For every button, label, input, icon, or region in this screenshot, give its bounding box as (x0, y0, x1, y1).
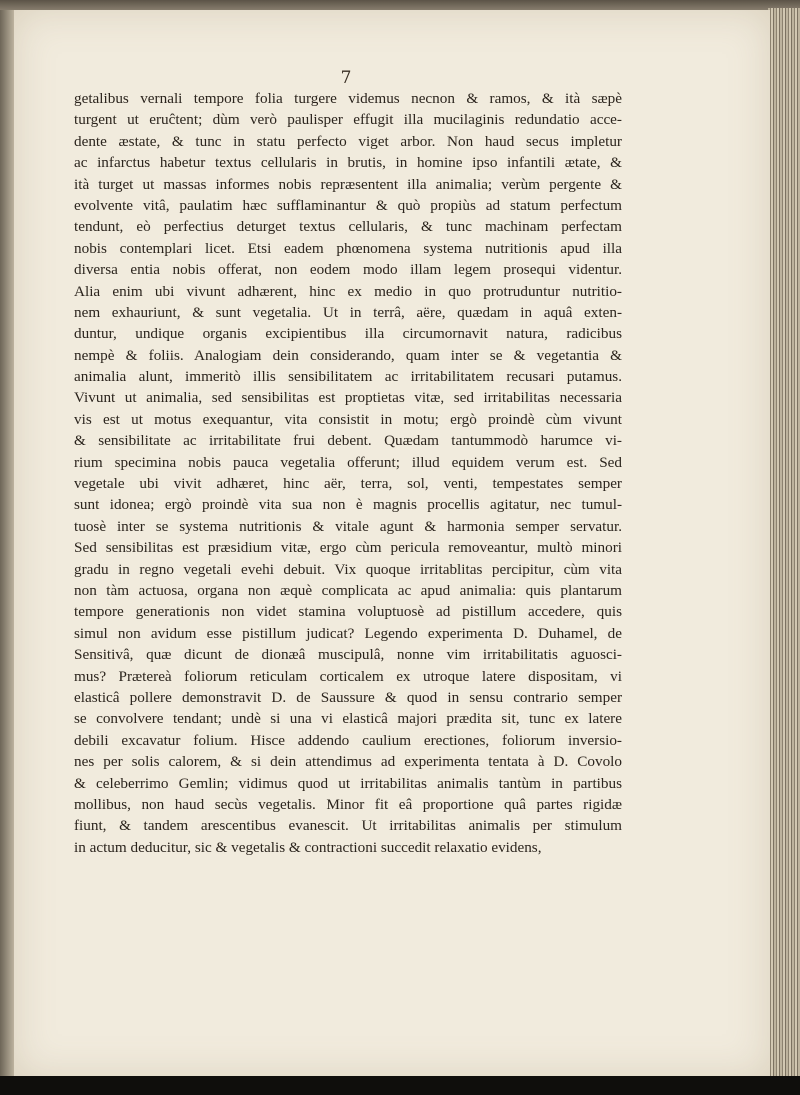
page-edges (768, 8, 800, 1080)
text-line: fiunt, & tandem arescentibus evanescit. Ut irritabilitas animalis per stimulum (74, 817, 622, 835)
text-line: simul non avidum esse pistillum judicat? Legendo experimenta D. Duhamel, de (74, 624, 622, 642)
text-line: evolvente vitâ, paulatim hæc sufflaminantur & quò propiùs ad statum perfectum (74, 196, 622, 214)
text-line: tempore generationis non videt stamina voluptuosè ad pistillum accedere, quis (74, 603, 622, 621)
page-number: 7 (340, 68, 352, 88)
text-line: Sed sensibilitas est præsidium vitæ, ergo cùm pericula removeantur, multò minori (74, 539, 622, 557)
body-text (74, 88, 622, 858)
text-line: & sensibilitate ac irritabilitate frui debent. Quædam tantummodò harumce vi- (74, 432, 622, 450)
scan-bottom-edge (0, 1076, 800, 1095)
text-line: mollibus, non haud secùs vegetalis. Minor fit eâ proportione quâ partes rigidæ (74, 795, 622, 813)
text-line: & celeberrimo Gemlin; vidimus quod ut irritabilitas animalis tantùm in partibus (74, 774, 622, 792)
text-line: ac infarctus habetur textus cellularis in brutis, in homine ipso infantili ætate, & (74, 154, 622, 172)
text-line: turgent ut eruĉtent; dùm verò paulisper effugit illa mucilaginis redundatio acce- (74, 111, 622, 129)
text-line: vegetale ubi vivit adhæret, hinc aër, terra, sol, venti, tempestates semper (74, 475, 622, 493)
text-line: nes per solis calorem, & si dein attendimus ad experimenta tentata à D. Covolo (74, 753, 622, 771)
text-line: gradu in regno vegetali evehi debuit. Vix quoque irritablitas percipitur, cùm vita (74, 560, 622, 578)
text-line: diversa entia nobis offerat, non eodem modo illam legem prosequi videntur. (74, 261, 622, 279)
text-line: tendunt, eò perfectius deturget textus cellularis, & tunc machinam perfectam (74, 218, 622, 236)
text-line: sunt idonea; ergò proindè vita sua non è magnis procellis agitatur, nec tumul- (74, 496, 622, 514)
text-line: animalia alunt, immeritò illis sensibilitatem ac irritabilitatem recusari putamus. (74, 368, 622, 386)
text-line: Alia enim ubi vivunt adhærent, hinc ex medio in quo protruduntur nutritio- (74, 282, 622, 300)
text-line: nempè & foliis. Analogiam dein considerando, quam inter se & vegetantia & (74, 346, 622, 364)
text-line: debili excavatur folium. Hisce addendo caulium erectiones, foliorum inversio- (74, 731, 622, 749)
text-line: rium specimina nobis pauca vegetalia offerunt; illud equidem verum est. Sed (74, 453, 622, 471)
text-line: ità turget ut massas informes nobis repræsentent illa animalia; verùm pergente & (74, 175, 622, 193)
text-line: getalibus vernali tempore folia turgere videmus necnon & ramos, & ità sæpè (74, 90, 622, 107)
text-line: in actum deducitur, sic & vegetalis & contractioni succedit relaxatio evidens, (74, 838, 542, 856)
text-line: nobis contemplari licet. Etsi eadem phœnomena systema nutritionis apud illa (74, 239, 622, 257)
text-line: se convolvere tendant; undè si una vi elasticâ majori prædita sit, tunc ex latere (74, 710, 622, 728)
text-line: nem exhauriunt, & sunt vegetalia. Ut in terrâ, aëre, quædam in aquâ exten- (74, 303, 622, 321)
text-line: non tàm actuosa, organa non æquè complicata ac apud animalia: quis plantarum (74, 581, 622, 599)
text-line: elasticâ pollere demonstravit D. de Saussure & quod in sensu contrario semper (74, 688, 622, 706)
text-line: duntur, undique organis excipientibus illa circumornavit natura, radicibus (74, 325, 622, 343)
text-line: tuosè inter se systema nutritionis & vitale agunt & harmonia semper servatur. (74, 517, 622, 535)
text-line: vis est ut motus exequantur, vita consistit in motu; ergò proindè cùm vivunt (74, 410, 622, 428)
text-line: dente æstate, & tunc in statu perfecto viget arbor. Non haud secus impletur (74, 132, 622, 150)
text-line: Vivunt ut animalia, sed sensibilitas est proptietas vitæ, sed irritabilitas necessaria (74, 389, 622, 407)
text-line: Sensitivâ, quæ dicunt de dionæâ muscipulâ, nonne vim irritabilitatis aguosci- (74, 646, 622, 664)
text-line: mus? Prætereà foliorum reticulam corticalem ex utroque latere dispositam, vi (74, 667, 622, 685)
